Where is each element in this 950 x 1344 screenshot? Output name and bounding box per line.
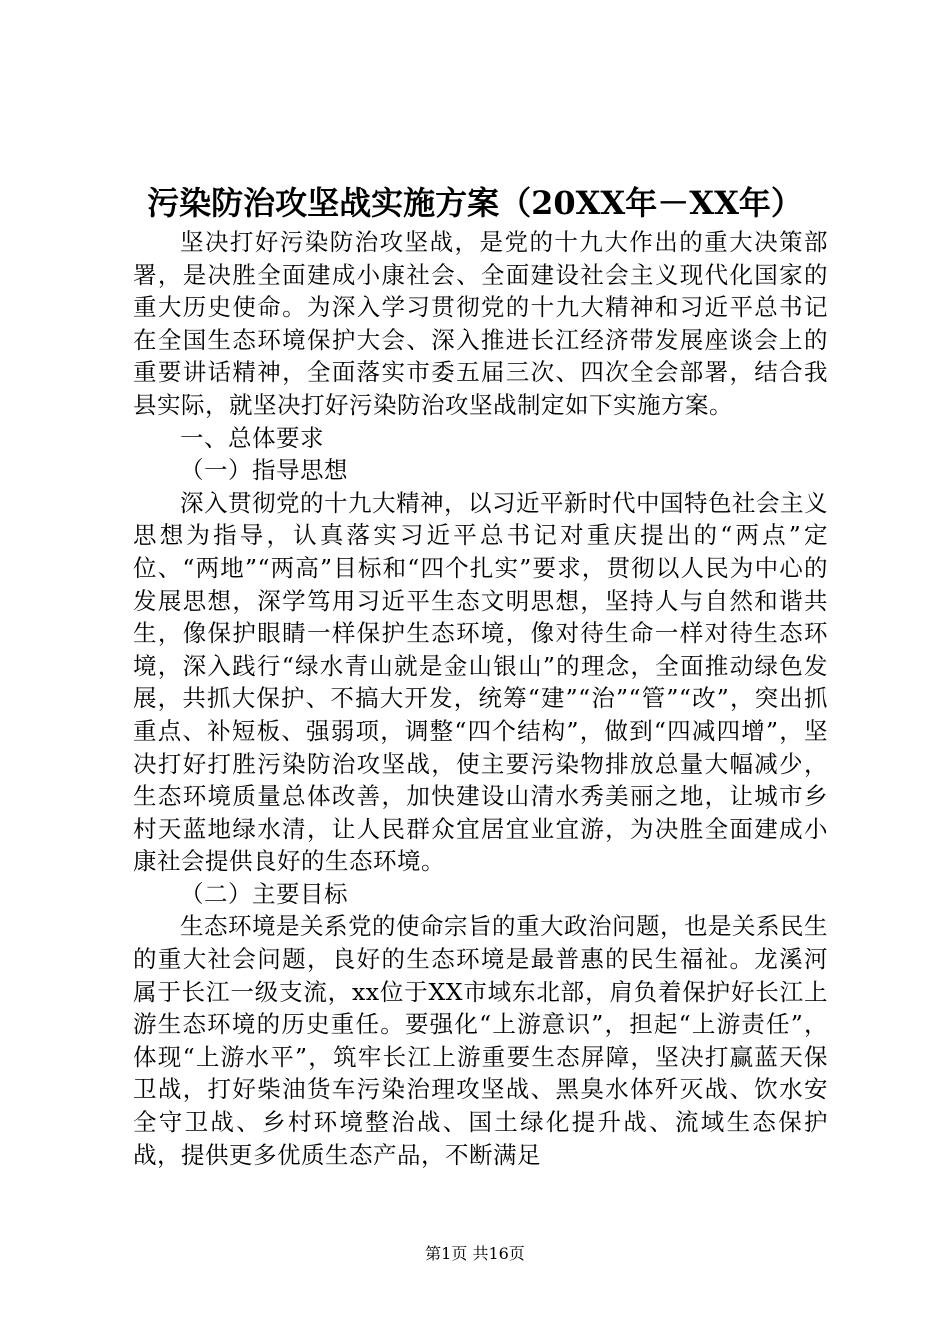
- paragraph-intro: 坚决打好污染防治攻坚战，是党的十九大作出的重大决策部署，是决胜全面建成小康社会、全面建设社会主义现代化国家的重大历史使命。为深入学习贯彻党的十九大精神和习近平总书记在全国生态环境保护大会、深入推进长江经济带发展座谈会上的重要讲话精神，全面落实市委五届三次、四次全会部署，结合我县实际，就坚决打好污染防治攻坚战制定如下实施方案。: [133, 228, 828, 419]
- paragraph-guiding-ideology: 深入贯彻党的十九大精神，以习近平新时代中国特色社会主义思想为指导，认真落实习近平总书记对重庆提出的“两点”定位、“两地”“两高”目标和“四个扎实”要求，贯彻以人民为中心的发展思想，深学笃用习近平生态文明思想，坚持人与自然和谐共生，像保护眼睛一样保护生态环境，像对待生命一样对待生态环境，深入践行“绿水青山就是金山银山”的理念，全面推动绿色发展，共抓大保护、不搞大开发，统筹“建”“治”“管”“改”，突出抓重点、补短板、强弱项，调整“四个结构”，做到“四减四增”，坚决打好打胜污染防治攻坚战，使主要污染物排放总量大幅减少，生态环境质量总体改善，加快建设山清水秀美丽之地，让城市乡村天蓝地绿水清，让人民群众宜居宜业宜游，为决胜全面建成小康社会提供良好的生态环境。: [133, 488, 828, 876]
- document-body: [133, 226, 828, 1171]
- document-title: 污染防治攻坚战实施方案（20XX年－XX年）: [147, 184, 803, 222]
- paragraph-main-goals: 生态环境是关系党的使命宗旨的重大政治问题，也是关系民生的重大社会问题，良好的生态环境是最普惠的民生福祉。龙溪河属于长江一级支流，xx位于XX市域东北部，肩负着保护好长江上游生态环境的历史重任。要强化“上游意识”，担起“上游责任”，体现“上游水平”，筑牢长江上游重要生态屏障，坚决打赢蓝天保卫战，打好柴油货车污染治理攻坚战、黑臭水体歼灭战、饮水安全守卫战、乡村环境整治战、国土绿化提升战、流域生态保护战，提供更多优质生态产品，不断满足: [133, 912, 828, 1169]
- subsection-heading-guiding-ideology: （一）指导思想: [180, 456, 348, 485]
- subsection-heading-main-goals: （二）主要目标: [180, 879, 348, 908]
- section-heading-general-requirements: 一、总体要求: [180, 423, 324, 452]
- page-footer: 第1页 共16页: [425, 1244, 525, 1263]
